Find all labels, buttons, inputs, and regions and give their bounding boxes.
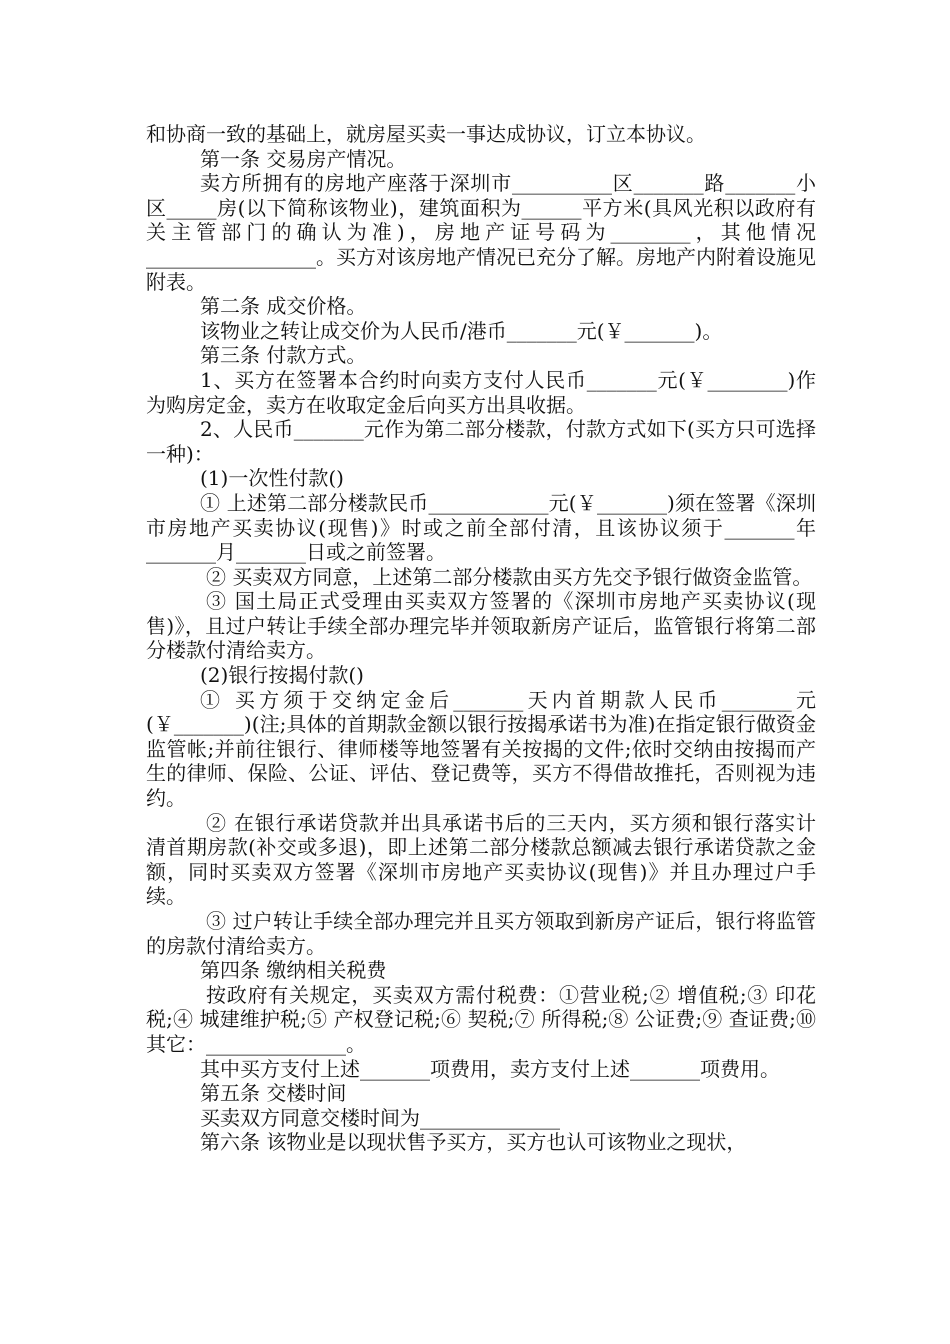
article-4-body: 按政府有关规定，买卖双方需付税费：①营业税;② 增值税;③ 印花税;④ 城建维护税;⑤ 产权登记税;⑥ 契税;⑦ 所得税;⑧ 公证费;⑨ 查证费;⑩ 其它：______________。 [146, 982, 816, 1056]
article-6-body: 第六条 该物业是以现状售予买方，买方也认可该物业之现状， [200, 1130, 747, 1155]
article-3-heading: 第三条 付款方式。 [200, 343, 367, 368]
option-mortgage-clause-3: ③ 过户转让手续全部办理完并且买方领取到新房产证后，银行将监管的房款付清给卖方。 [146, 909, 816, 958]
option-lump-sum-clause-2: ② 买卖双方同意，上述第二部分楼款由买方先交予银行做资金监管。 [206, 564, 813, 589]
article-1-body: 卖方所拥有的房地产座落于深圳市__________区_______路_______小区_____房(以下简称该物业)，建筑面积为______平方米(具风光积以政府有关主管部门的确认为准)，房地产证号码为________，其他情况_________________。买方对该房地产情况已充分了解。房地产内附着设施见附表。 [146, 171, 816, 294]
article-2-body: 该物业之转让成交价为人民币/港币_______元(￥_______)。 [200, 318, 723, 343]
paragraph-intro: 和协商一致的基础上，就房屋买卖一事达成协议，订立本协议。 [146, 122, 706, 146]
option-lump-sum-clause-3: ③ 国土局正式受理由买卖双方签署的《深圳市房地产买卖协议(现售)》，且过户转让手续全部办理完毕并领取新房产证后，监管银行将第二部分楼款付清给卖方。 [146, 589, 816, 663]
article-2-heading: 第二条 成交价格。 [200, 294, 367, 319]
option-mortgage-heading: (2)银行按揭付款() [200, 663, 364, 688]
option-mortgage-clause-2: ② 在银行承诺贷款并出具承诺书后的三天内，买方须和银行落实计 清首期房款(补交或多退)，即上述第二部分楼款总额减去银行承诺贷款之金额，同时买卖双方签署《深圳市房地产买卖协议(现售)》并且办理过户手续。 [146, 810, 816, 909]
option-lump-sum-heading: (1)一次性付款() [200, 466, 344, 491]
article-3-item-2: 2、人民币_______元作为第二部分楼款，付款方式如下(买方只可选择一种)： [146, 417, 816, 466]
article-5-heading: 第五条 交楼时间 [200, 1081, 347, 1106]
option-mortgage-clause-1: ① 买方须于交纳定金后_______天内首期款人民币_______元(￥_______)(注;具体的首期款金额以银行按揭承诺书为准)在指定银行做资金监管帐;并前往银行、律师楼等地签署有关按揭的文件;依时交纳由按揭而产生的律师、保险、公证、评估、登记费等，买方不得借故推托，否则视为违约。 [146, 687, 816, 811]
option-lump-sum-clause-1: ① 上述第二部分楼款民币____________元(￥_______)须在签署《深圳市房地产买卖协议(现售)》时或之前全部付清，且该协议须于_______年_______月_______日或之前签署。 [146, 490, 816, 565]
article-4-heading: 第四条 缴纳相关税费 [200, 958, 387, 983]
document-page [146, 122, 816, 1155]
article-3-item-1: 1、买方在签署本合约时向卖方支付人民币_______元(￥________)作为购房定金，卖方在收取定金后向买方出具收据。 [146, 367, 816, 417]
article-4-payer: 其中买方支付上述_______项费用，卖方支付上述_______项费用。 [200, 1056, 780, 1081]
article-5-body: 买卖双方同意交楼时间为______________ [200, 1105, 560, 1130]
article-1-heading: 第一条 交易房产情况。 [200, 146, 407, 171]
